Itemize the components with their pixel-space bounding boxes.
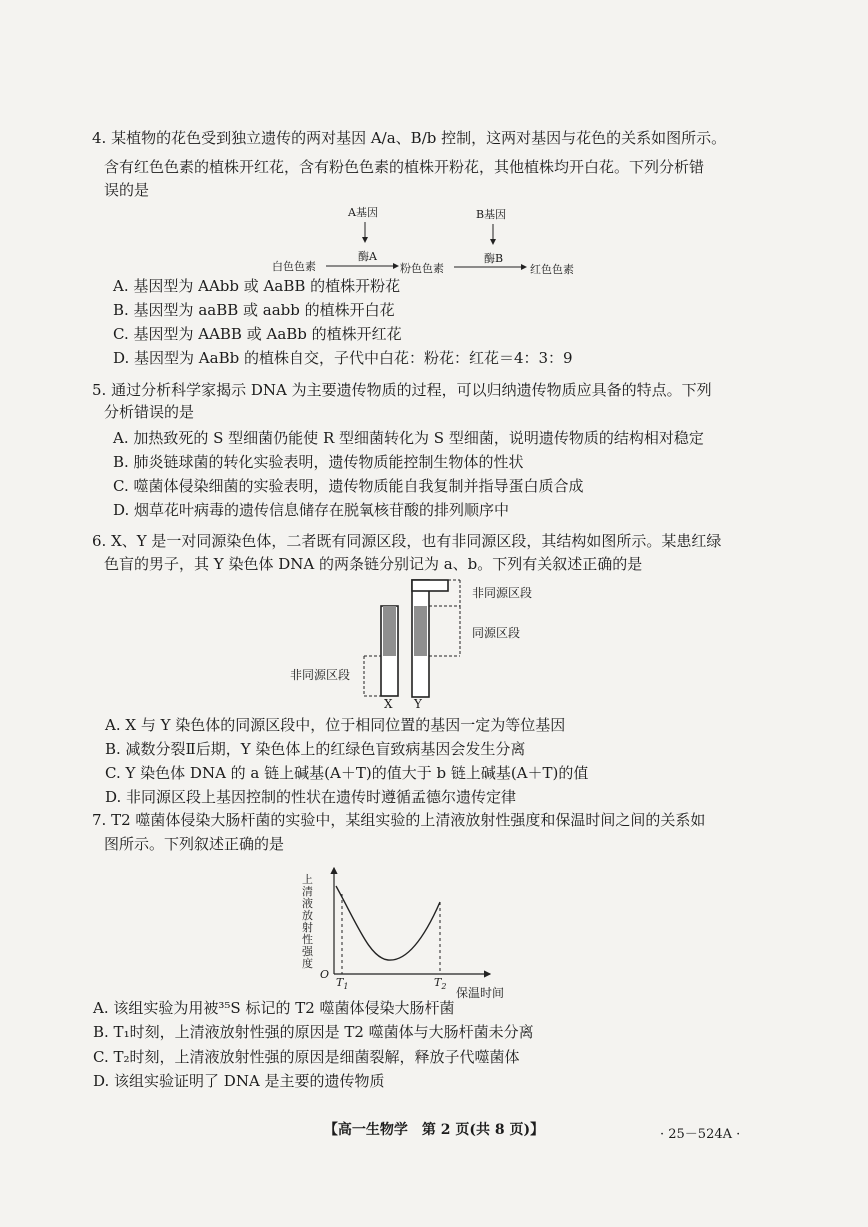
pink-pigment-label: 粉色色素 bbox=[400, 262, 444, 275]
q7-stem-line-2: 图所示。下列叙述正确的是 bbox=[104, 835, 285, 853]
q5-option-c: C. 噬菌体侵染细菌的实验表明，遗传物质能自我复制并指导蛋白质合成 bbox=[113, 477, 584, 495]
t2-label: $T_2$ bbox=[434, 976, 447, 992]
q4-stem-line-3: 误的是 bbox=[104, 181, 150, 199]
chart-plot bbox=[300, 862, 520, 1002]
q7-option-b: B. T₁时刻，上清液放射性强的原因是 T2 噬菌体与大肠杆菌未分离 bbox=[93, 1023, 534, 1041]
q4-option-c: C. 基因型为 AABB 或 AaBb 的植株开红花 bbox=[113, 325, 402, 343]
enzyme-a-label: 酶A bbox=[358, 250, 377, 263]
y-chromosome-label: Y bbox=[414, 697, 422, 711]
x-chromosome-homologous-band bbox=[383, 606, 396, 656]
exam-code: · 25－524A · bbox=[660, 1127, 741, 1142]
xy-chromosome-diagram bbox=[280, 570, 580, 715]
q5-option-a: A. 加热致死的 S 型细菌仍能使 R 型细菌转化为 S 型细菌，说明遗传物质的结构相对稳定 bbox=[113, 429, 704, 447]
q7-option-a: A. 该组实验为用被³⁵S 标记的 T2 噬菌体侵染大肠杆菌 bbox=[93, 999, 455, 1017]
q5-option-b: B. 肺炎链球菌的转化实验表明，遗传物质能控制生物体的性状 bbox=[113, 453, 524, 471]
pathway-arrows bbox=[250, 200, 610, 280]
q6-stem-line-1: 6. X、Y 是一对同源染色体，二者既有同源区段，也有非同源区段，其结构如图所示。某患红绿 bbox=[92, 532, 722, 550]
q5-option-d: D. 烟草花叶病毒的遗传信息储存在脱氧核苷酸的排列顺序中 bbox=[113, 501, 510, 519]
chromosome-drawing bbox=[280, 570, 580, 715]
origin-label: O bbox=[320, 968, 330, 981]
q4-stem-line-1: 4. 某植物的花色受到独立遗传的两对基因 A/a、B/b 控制，这两对基因与花色的关系如图所示。 bbox=[92, 129, 727, 147]
gene-a-label: A基因 bbox=[348, 206, 378, 219]
y-chromosome-top-arm bbox=[412, 580, 448, 591]
q5-stem-line-1: 5. 通过分析科学家揭示 DNA 为主要遗传物质的过程，可以归纳遗传物质应具备的特点。下列 bbox=[92, 381, 712, 399]
page-footer: 【高一生物学 第 2 页(共 8 页)】 bbox=[323, 1122, 545, 1138]
radioactivity-chart bbox=[300, 862, 520, 1002]
homologous-label: 同源区段 bbox=[472, 626, 521, 640]
q6-option-b: B. 减数分裂Ⅱ后期，Y 染色体上的红绿色盲致病基因会发生分离 bbox=[105, 740, 526, 758]
red-pigment-label: 红色色素 bbox=[530, 263, 574, 276]
q6-option-d: D. 非同源区段上基因控制的性状在遗传时遵循孟德尔遗传定律 bbox=[105, 788, 517, 806]
pigment-pathway-diagram bbox=[250, 200, 610, 280]
q6-stem-line-2: 色盲的男子，其 Y 染色体 DNA 的两条链分别记为 a、b。下列有关叙述正确的是 bbox=[104, 555, 643, 573]
q7-stem-line-1: 7. T2 噬菌体侵染大肠杆菌的实验中，某组实验的上清液放射性强度和保温时间之间的关系如 bbox=[92, 811, 706, 829]
nonhomologous-top-label: 非同源区段 bbox=[472, 586, 533, 600]
t1-label: $T_1$ bbox=[336, 976, 349, 992]
gene-b-label: B基因 bbox=[476, 208, 507, 221]
radioactivity-curve bbox=[336, 886, 440, 960]
white-pigment-label: 白色色素 bbox=[272, 260, 316, 273]
q4-option-b: B. 基因型为 aaBB 或 aabb 的植株开白花 bbox=[113, 301, 395, 319]
enzyme-b-label: 酶B bbox=[484, 252, 504, 265]
q6-option-c: C. Y 染色体 DNA 的 a 链上碱基(A＋T)的值大于 b 链上碱基(A＋T)的值 bbox=[105, 764, 589, 782]
q4-option-d: D. 基因型为 AaBb 的植株自交，子代中白花：粉花：红花＝4：3：9 bbox=[113, 349, 573, 367]
x-chromosome-label: X bbox=[384, 697, 393, 711]
nonhomologous-left-label: 非同源区段 bbox=[290, 668, 351, 682]
q4-stem-line-2: 含有红色色素的植株开红花，含有粉色色素的植株开粉花，其他植株均开白花。下列分析错 bbox=[104, 158, 705, 176]
y-chromosome-homologous-band bbox=[414, 606, 427, 656]
x-axis-label: 保温时间 bbox=[456, 986, 505, 1000]
q5-stem-line-2: 分析错误的是 bbox=[104, 403, 195, 421]
q6-option-a: A. X 与 Y 染色体的同源区段中，位于相同位置的基因一定为等位基因 bbox=[105, 716, 566, 734]
q7-option-d: D. 该组实验证明了 DNA 是主要的遗传物质 bbox=[93, 1072, 385, 1090]
q4-option-a: A. 基因型为 AAbb 或 AaBB 的植株开粉花 bbox=[113, 277, 401, 295]
y-axis-label: 上清液放射性强度 bbox=[302, 873, 313, 970]
q7-option-c: C. T₂时刻，上清液放射性强的原因是细菌裂解，释放子代噬菌体 bbox=[93, 1048, 520, 1066]
